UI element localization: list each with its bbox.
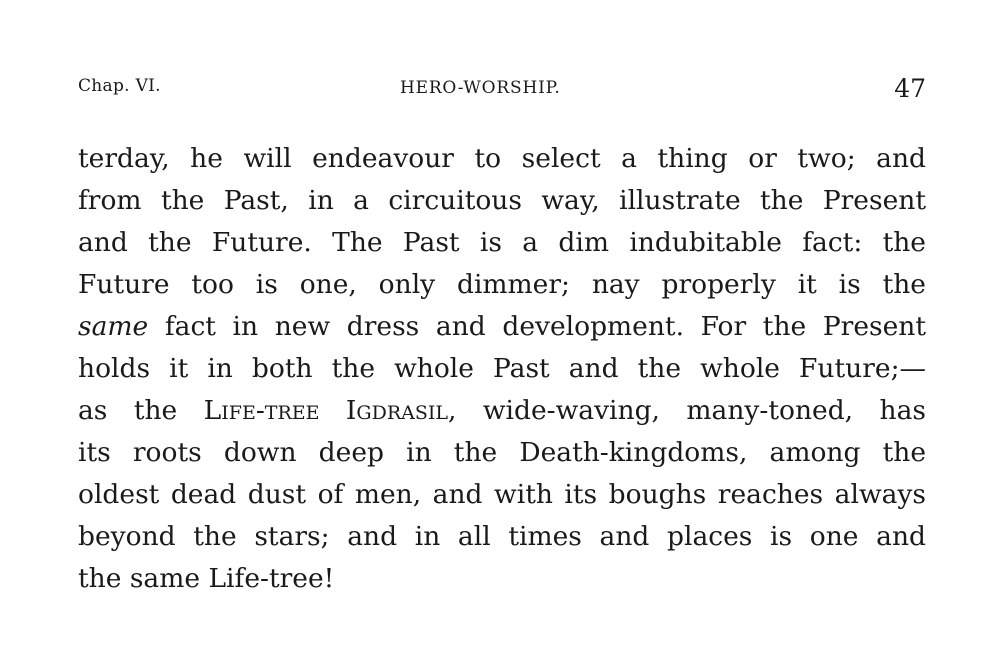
text-line: terday, he will endeavour to select a thing or two; and	[78, 143, 926, 174]
text-line: beyond the stars; and in all times and places is one and	[78, 521, 926, 552]
body-paragraph	[78, 138, 926, 600]
text-line: from the Past, in a circuitous way, illustrate the Present	[78, 185, 926, 216]
running-title: HERO-WORSHIP.	[400, 78, 561, 98]
text-line: and the Future. The Past is a dim indubitable fact: the	[78, 227, 926, 258]
text-line	[78, 390, 926, 432]
italic-word: same	[78, 311, 149, 342]
text-line: oldest dead dust of men, and with its boughs reaches always	[78, 479, 926, 510]
chapter-label: Chap. VI.	[78, 76, 161, 96]
text-line: its roots down deep in the Death-kingdoms, among the	[78, 437, 926, 468]
text-segment: fact in new dress and development. For the Present	[148, 311, 926, 342]
text-segment: , wide-waving, many-toned, has	[447, 395, 926, 426]
text-line: holds it in both the whole Past and the whole Future;—	[78, 353, 926, 384]
small-caps-term: Life-tree Igdrasil	[203, 395, 448, 426]
text-segment: as the	[78, 395, 204, 426]
text-line: the same Life-tree!	[78, 563, 335, 594]
running-head	[78, 74, 926, 104]
page-number: 47	[894, 74, 926, 103]
text-line	[78, 306, 926, 348]
text-line: Future too is one, only dimmer; nay properly it is the	[78, 269, 926, 300]
